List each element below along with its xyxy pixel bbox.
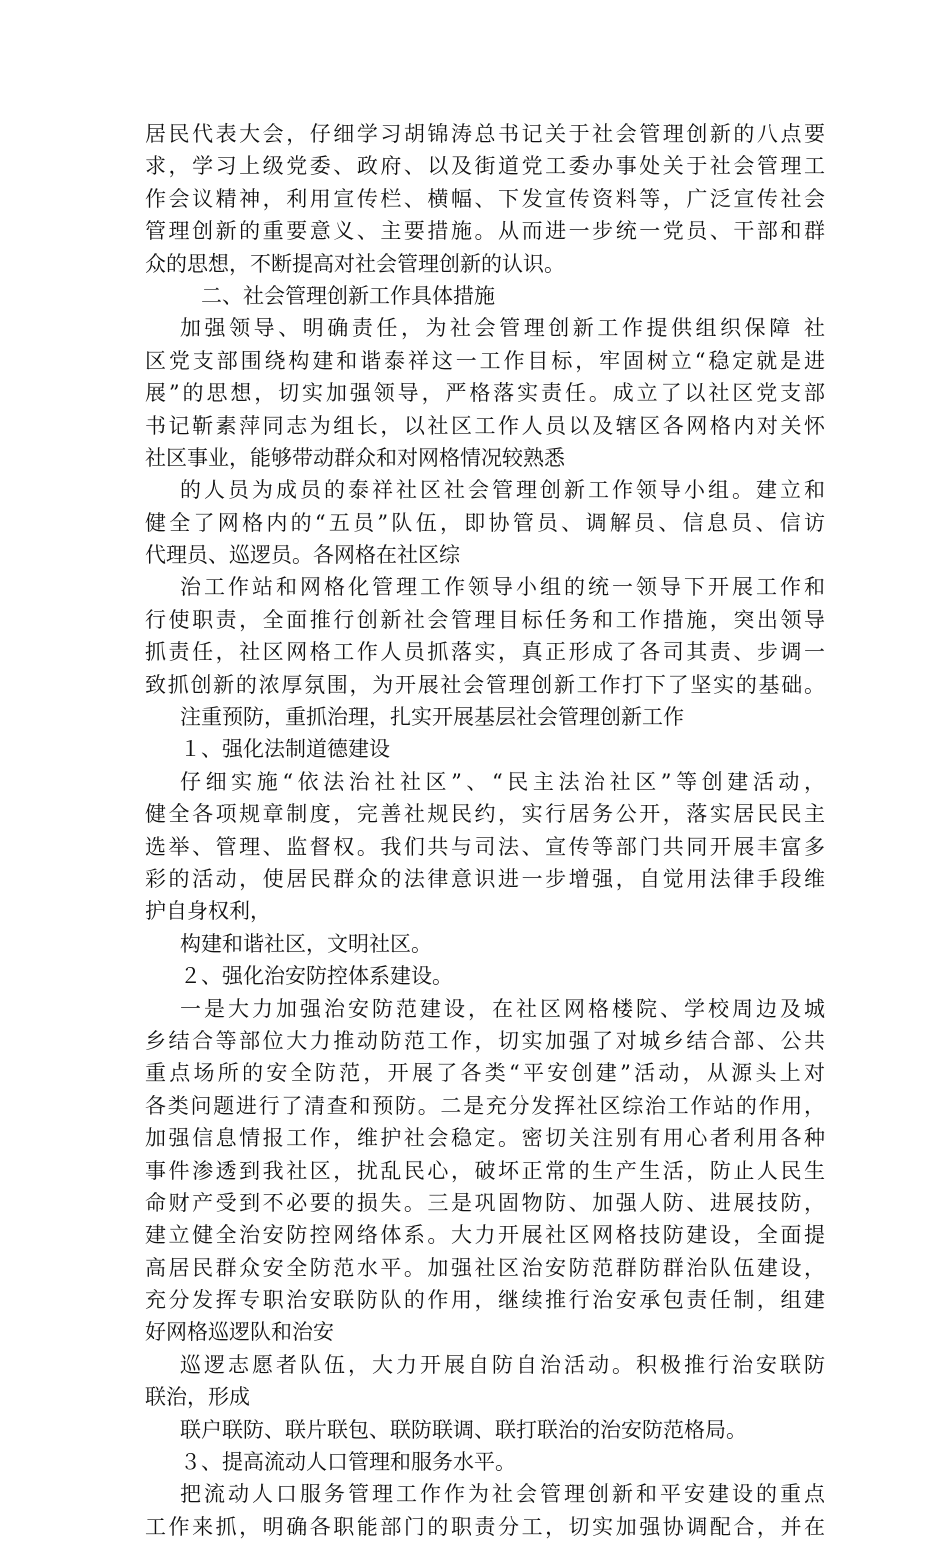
text-line: 命财产受到不必要的损失。三是巩固物防、加强人防、进展技防， <box>145 1190 825 1215</box>
text-line: 健全了网格内的“五员”队伍，即协管员、调解员、信息员、信访 <box>145 510 825 535</box>
text-line: 众的思想，不断提高对社会管理创新的认识。 <box>145 251 565 276</box>
text-line: 一是大力加强治安防范建设，在社区网格楼院、学校周边及城 <box>180 996 825 1021</box>
text-line: 仔细实施“依法治社社区”、“民主法治社区”等创建活动， <box>180 769 825 794</box>
text-line: 重点场所的安全防范，开展了各类“平安创建”活动，从源头上对 <box>145 1061 825 1086</box>
text-line: 致抓创新的浓厚氛围，为开展社会管理创新工作打下了坚实的基础。 <box>145 672 825 697</box>
text-line: 联治，形成 <box>145 1385 250 1410</box>
text-line: 代理员、巡逻员。各网格在社区综 <box>145 543 460 568</box>
text-line: 建立健全治安防控网络体系。大力开展社区网格技防建设，全面提 <box>145 1223 825 1248</box>
text-line: 居民代表大会，仔细学习胡锦涛总书记关于社会管理创新的八点要 <box>145 122 825 146</box>
text-line: 高居民群众安全防范水平。加强社区治安防范群防群治队伍建设， <box>145 1255 825 1280</box>
text-line: 区党支部围绕构建和谐泰祥这一工作目标，牢固树立“稳定就是进 <box>145 348 825 373</box>
text-line: 选举、管理、监督权。我们共与司法、宣传等部门共同开展丰富多 <box>145 834 825 859</box>
text-line: 彩的活动，使居民群众的法律意识进一步增强，自觉用法律手段维 <box>145 866 825 891</box>
text-line: 社区事业，能够带动群众和对网格情况较熟悉 <box>145 445 565 470</box>
text-line: 把流动人口服务管理工作作为社会管理创新和平安建设的重点 <box>180 1482 825 1507</box>
text-line: 的人员为成员的泰祥社区社会管理创新工作领导小组。建立和 <box>180 478 825 503</box>
text-line: 治工作站和网格化管理工作领导小组的统一领导下开展工作和 <box>180 575 825 600</box>
text-line: 联户联防、联片联包、联防联调、联打联治的治安防范格局。 <box>180 1417 747 1442</box>
text-line: 构建和谐社区，文明社区。 <box>180 931 432 956</box>
text-line: 护自身权利， <box>145 899 271 924</box>
text-line: 行使职责，全面推行创新社会管理目标任务和工作措施，突出领导 <box>145 607 825 632</box>
subsection-heading: １、强化法制道德建设 <box>180 737 390 762</box>
text-line: 各类问题进行了清查和预防。二是充分发挥社区综治工作站的作用， <box>145 1093 825 1118</box>
text-line: 书记靳素萍同志为组长，以社区工作人员以及辖区各网格内对关怀 <box>145 413 825 438</box>
text-line: 加强信息情报工作，维护社会稳定。密切关注别有用心者利用各种 <box>145 1126 825 1151</box>
text-line: 健全各项规章制度，完善社规民约，实行居务公开，落实居民民主 <box>145 802 825 827</box>
text-line: 充分发挥专职治安联防队的作用，继续推行治安承包责任制，组建 <box>145 1288 825 1313</box>
document-body <box>145 118 825 1543</box>
text-line: 抓责任，社区网格工作人员抓落实，真正形成了各司其责、步调一 <box>145 640 825 665</box>
text-line: 巡逻志愿者队伍，大力开展自防自治活动。积极推行治安联防 <box>180 1352 825 1377</box>
text-line: 作会议精神，利用宣传栏、横幅、下发宣传资料等，广泛宣传社会 <box>145 186 825 211</box>
text-line: 乡结合等部位大力推动防范工作，切实加强了对城乡结合部、公共 <box>145 1028 825 1053</box>
subsection-heading: ２、强化治安防控体系建设。 <box>180 964 453 989</box>
text-line: 工作来抓，明确各职能部门的职责分工，切实加强协调配合，并在 <box>145 1514 825 1539</box>
subsection-heading: ３、提高流动人口管理和服务水平。 <box>180 1450 516 1475</box>
text-line: 事件渗透到我社区，扰乱民心，破坏正常的生产生活，防止人民生 <box>145 1158 825 1183</box>
text-line: 求，学习上级党委、政府、以及街道党工委办事处关于社会管理工 <box>145 154 825 179</box>
section-heading: 注重预防，重抓治理，扎实开展基层社会管理创新工作 <box>180 705 684 730</box>
text-line: 管理创新的重要意义、主要措施。从而进一步统一党员、干部和群 <box>145 219 825 244</box>
section-heading: 二、社会管理创新工作具体措施 <box>201 283 495 308</box>
text-line: 加强领导、明确责任，为社会管理创新工作提供组织保障 社 <box>180 316 825 341</box>
text-line: 展”的思想，切实加强领导，严格落实责任。成立了以社区党支部 <box>145 381 825 406</box>
text-line: 好网格巡逻队和治安 <box>145 1320 334 1345</box>
